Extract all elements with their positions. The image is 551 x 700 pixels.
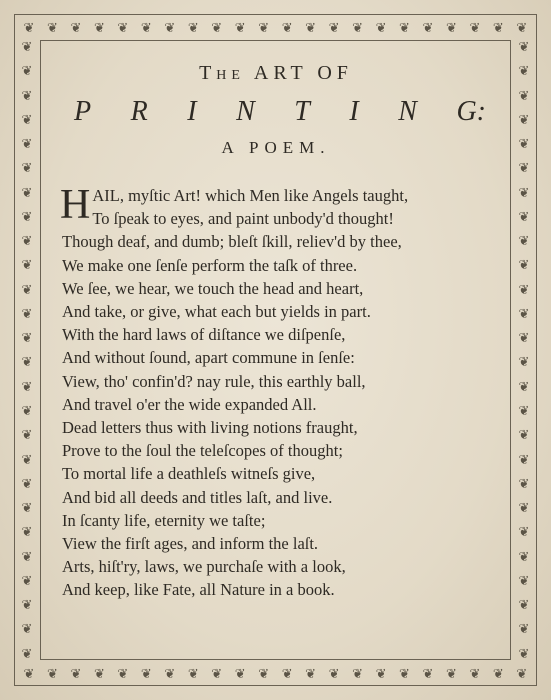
fleuron-icon: ❦	[140, 19, 152, 35]
fleuron-icon: ❦	[21, 621, 33, 637]
fleuron-icon: ❦	[518, 136, 530, 152]
fleuron-icon: ❦	[21, 427, 33, 443]
poem-line: View, tho' confin'd? nay rule, this earthly ball,	[62, 371, 366, 391]
title-letter: R	[130, 96, 148, 127]
fleuron-icon: ❦	[516, 19, 528, 35]
fleuron-icon: ❦	[305, 19, 317, 35]
fleuron-icon: ❦	[211, 665, 223, 681]
fleuron-icon: ❦	[21, 184, 33, 200]
title-letter: T	[294, 96, 310, 127]
fleuron-icon: ❦	[21, 475, 33, 491]
poem-line: Prove to the ſoul the teleſcopes of thought;	[62, 441, 343, 461]
poem-line: And bid all deeds and titles laſt, and live.	[62, 487, 333, 507]
fleuron-icon: ❦	[281, 665, 293, 681]
fleuron-icon: ❦	[21, 136, 33, 152]
fleuron-icon: ❦	[518, 378, 530, 394]
poem-content	[56, 58, 496, 602]
fleuron-icon: ❦	[258, 19, 270, 35]
fleuron-icon: ❦	[21, 111, 33, 127]
fleuron-icon: ❦	[187, 665, 199, 681]
fleuron-icon: ❦	[445, 19, 457, 35]
fleuron-icon: ❦	[21, 548, 33, 564]
poem-line: Though deaf, and dumb; bleſt ſkill, reliev'd by thee,	[62, 232, 402, 252]
fleuron-icon: ❦	[518, 354, 530, 370]
title-letter: I	[349, 96, 359, 127]
title-the: The	[199, 62, 245, 84]
drop-cap: H	[60, 182, 91, 228]
title-letter: N	[236, 96, 255, 127]
fleuron-icon: ❦	[518, 160, 530, 176]
fleuron-icon: ❦	[305, 665, 317, 681]
fleuron-icon: ❦	[23, 19, 35, 35]
ornament-band-bottom	[22, 662, 529, 684]
fleuron-icon: ❦	[422, 19, 434, 35]
fleuron-icon: ❦	[21, 39, 33, 54]
fleuron-icon: ❦	[211, 19, 223, 35]
fleuron-icon: ❦	[492, 19, 504, 35]
title-line-3: A POEM.	[221, 138, 331, 157]
title-line-1	[56, 62, 496, 90]
fleuron-icon: ❦	[492, 665, 504, 681]
fleuron-icon: ❦	[399, 665, 410, 681]
fleuron-icon: ❦	[518, 402, 530, 418]
poem-line: And without ſound, apart commune in ſenſe:	[62, 348, 355, 368]
fleuron-icon: ❦	[140, 665, 152, 681]
fleuron-icon: ❦	[21, 354, 33, 370]
fleuron-icon: ❦	[328, 665, 340, 681]
fleuron-icon: ❦	[93, 665, 105, 681]
fleuron-icon: ❦	[70, 665, 82, 681]
title-letter: I	[187, 96, 197, 127]
fleuron-icon: ❦	[518, 330, 530, 346]
poem-line: We ſee, we hear, we touch the head and heart,	[62, 278, 364, 298]
fleuron-icon: ❦	[21, 645, 33, 661]
fleuron-icon: ❦	[21, 63, 33, 79]
poem-line: And travel o'er the wide expanded All.	[62, 394, 317, 414]
fleuron-icon: ❦	[518, 184, 530, 200]
fleuron-icon: ❦	[21, 281, 33, 297]
fleuron-icon: ❦	[518, 63, 530, 79]
fleuron-icon: ❦	[518, 281, 530, 297]
title-of: OF	[317, 62, 353, 84]
title-letter: N	[398, 96, 417, 127]
fleuron-icon: ❦	[117, 19, 129, 35]
fleuron-icon: ❦	[21, 500, 33, 516]
fleuron-icon: ❦	[518, 597, 530, 613]
fleuron-icon: ❦	[518, 500, 530, 516]
fleuron-icon: ❦	[21, 87, 33, 103]
poem-line: To mortal life a deathleſs witneſs give,	[62, 464, 316, 484]
ornament-band-top	[22, 16, 529, 38]
fleuron-icon: ❦	[258, 665, 270, 681]
title-letter: P	[74, 96, 92, 127]
fleuron-icon: ❦	[21, 305, 33, 321]
fleuron-icon: ❦	[375, 19, 387, 35]
fleuron-icon: ❦	[518, 548, 530, 564]
poem-line: With the hard laws of diſtance we diſpenſe,	[62, 325, 346, 345]
fleuron-icon: ❦	[164, 19, 176, 35]
fleuron-icon: ❦	[187, 19, 199, 35]
title-art: ART	[253, 62, 308, 84]
poem-body	[56, 184, 496, 602]
fleuron-icon: ❦	[518, 233, 530, 249]
fleuron-icon: ❦	[518, 39, 530, 54]
poem-line-text: AIL, myſtic Art! which Men like Angels taught,	[92, 186, 409, 205]
fleuron-icon: ❦	[21, 451, 33, 467]
poem-line: We make one ſenſe perform the taſk of three.	[62, 255, 358, 275]
fleuron-icon: ❦	[21, 160, 33, 176]
poem-line: And keep, like Fate, all Nature in a book.	[62, 580, 335, 600]
fleuron-icon: ❦	[234, 665, 246, 681]
poem-line: Arts, hiſt'ry, laws, we purchaſe with a look,	[62, 557, 346, 577]
fleuron-icon: ❦	[352, 665, 364, 681]
fleuron-icon: ❦	[422, 665, 434, 681]
fleuron-icon: ❦	[21, 524, 33, 540]
fleuron-icon: ❦	[164, 665, 176, 681]
fleuron-icon: ❦	[518, 257, 530, 273]
title-letter: G:	[456, 96, 486, 127]
fleuron-icon: ❦	[23, 665, 35, 681]
fleuron-icon: ❦	[518, 451, 530, 467]
poem-line: View the firſt ages, and inform the laſt.	[62, 534, 319, 554]
fleuron-icon: ❦	[47, 19, 58, 35]
fleuron-icon: ❦	[352, 19, 364, 35]
fleuron-icon: ❦	[518, 208, 530, 224]
fleuron-icon: ❦	[518, 621, 530, 637]
fleuron-icon: ❦	[70, 19, 82, 35]
fleuron-icon: ❦	[445, 665, 457, 681]
fleuron-icon: ❦	[21, 572, 33, 588]
ornament-band-left	[16, 40, 38, 660]
fleuron-icon: ❦	[21, 233, 33, 249]
fleuron-icon: ❦	[518, 427, 530, 443]
fleuron-icon: ❦	[21, 208, 33, 224]
fleuron-icon: ❦	[518, 475, 530, 491]
fleuron-icon: ❦	[518, 572, 530, 588]
title-line-2	[74, 96, 486, 132]
ornament-band-right	[513, 40, 535, 660]
fleuron-icon: ❦	[469, 665, 481, 681]
fleuron-icon: ❦	[518, 305, 530, 321]
poem-line: Dead letters thus with living notions fraught,	[62, 418, 358, 438]
fleuron-icon: ❦	[516, 665, 528, 681]
fleuron-icon: ❦	[21, 257, 33, 273]
fleuron-icon: ❦	[234, 19, 246, 35]
fleuron-icon: ❦	[21, 378, 33, 394]
fleuron-icon: ❦	[47, 665, 58, 681]
fleuron-icon: ❦	[469, 19, 481, 35]
fleuron-icon: ❦	[281, 19, 293, 35]
fleuron-icon: ❦	[518, 645, 530, 661]
fleuron-icon: ❦	[117, 665, 129, 681]
fleuron-icon: ❦	[21, 330, 33, 346]
fleuron-icon: ❦	[21, 597, 33, 613]
poem-line: In ſcanty life, eternity we taſte;	[62, 510, 266, 530]
fleuron-icon: ❦	[518, 111, 530, 127]
poem-line: And take, or give, what each but yields in part.	[62, 302, 371, 322]
fleuron-icon: ❦	[518, 524, 530, 540]
fleuron-icon: ❦	[375, 665, 387, 681]
fleuron-icon: ❦	[399, 19, 410, 35]
fleuron-icon: ❦	[93, 19, 105, 35]
poem-line: To ſpeak to eyes, and paint unbody'd thought!	[92, 209, 394, 229]
fleuron-icon: ❦	[21, 402, 33, 418]
fleuron-icon: ❦	[518, 87, 530, 103]
fleuron-icon: ❦	[328, 19, 340, 35]
